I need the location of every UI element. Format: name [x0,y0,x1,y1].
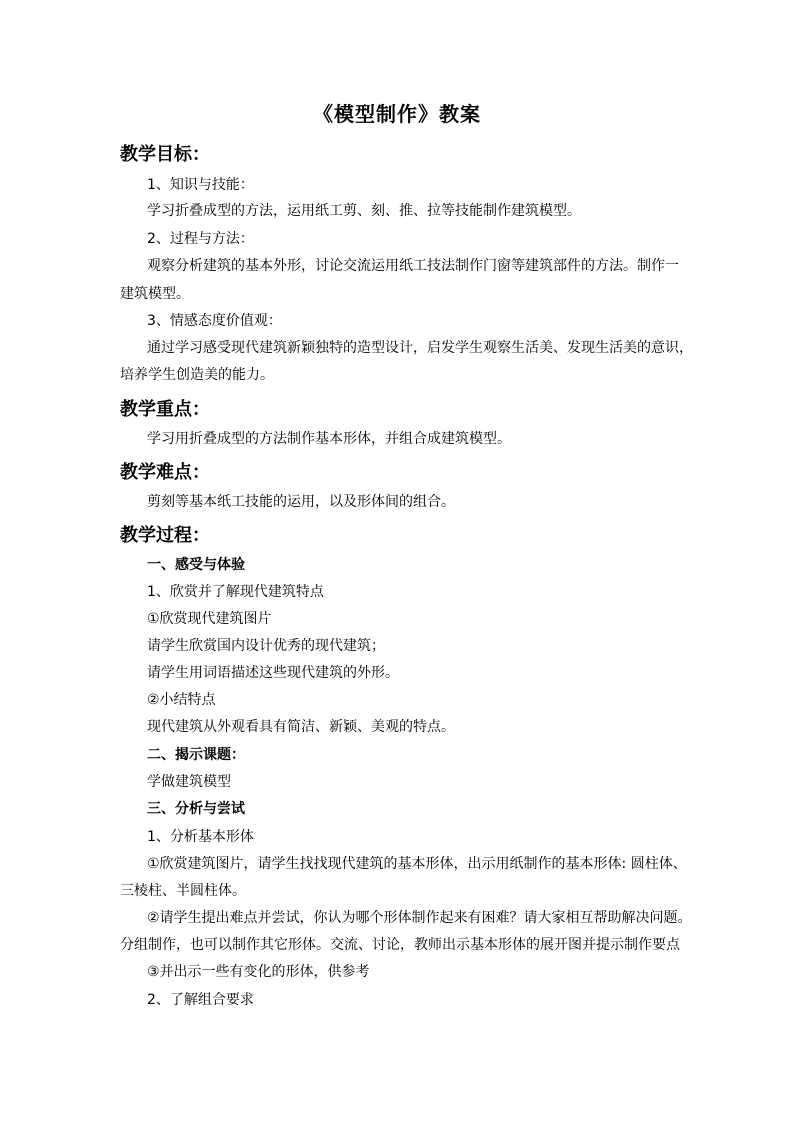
process-p1-line2: 请学生用词语描述这些现代建筑的外形。 [147,665,399,681]
goal-process-label: 2、过程与方法： [147,231,254,247]
process-p1-item1: 1、欣赏并了解现代建筑特点 [147,584,324,600]
process-p3-line2b: 分组制作，也可以制作其它形体。交流、讨论，教师出示基本形体的展开图并提示制作要点 [120,937,680,953]
heading-key-points: 教学重点： [120,399,210,420]
process-p1-item1b: ②小结特点 [147,692,216,708]
goal-emotion-text-2: 培养学生创造美的能力。 [120,367,274,383]
process-p1-line1: 请学生欣赏国内设计优秀的现代建筑； [147,638,385,654]
goal-knowledge-text: 学习折叠成型的方法，运用纸工剪、刻、推、拉等技能制作建筑模型。 [147,203,581,219]
key-points-text: 学习用折叠成型的方法制作基本形体，并组合成建筑模型。 [147,431,511,447]
heading-goals: 教学目标： [120,144,210,165]
process-p3-line2a: ②请学生提出难点并尝试，你认为哪个形体制作起来有困难？请大家相互帮助解决问题。 [147,910,692,926]
process-part2-text: 学做建筑模型 [147,774,231,790]
goal-emotion-label: 3、情感态度价值观： [147,313,282,329]
goal-process-text-2: 建筑模型。 [120,286,190,302]
process-p1-line3: 现代建筑从外观看具有简洁、新颖、美观的特点。 [147,719,455,735]
process-part3-title: 三、分析与尝试 [147,801,245,817]
heading-difficulty: 教学难点： [120,462,210,483]
heading-process: 教学过程： [120,525,210,546]
process-p3-item2: 2、了解组合要求 [147,992,254,1008]
goal-process-text-1: 观察分析建筑的基本外形，讨论交流运用纸工技法制作门窗等建筑部件的方法。制作一 [147,258,679,274]
process-p3-line1b: 三棱柱、半圆柱体。 [120,883,246,899]
document-title: 《模型制作》教案 [313,102,481,126]
process-part2-title: 二、揭示课题： [147,747,245,763]
process-part1-title: 一、感受与体验 [147,557,245,573]
process-p3-line1a: ①欣赏建筑图片，请学生找找现代建筑的基本形体，出示用纸制作的基本形体: 圆柱体、 [147,856,687,872]
difficulty-text: 剪刻等基本纸工技能的运用，以及形体间的组合。 [147,494,455,510]
goal-knowledge-label: 1、知识与技能： [147,177,254,193]
goal-emotion-text-1: 通过学习感受现代建筑新颖独特的造型设计，启发学生观察生活美、发现生活美的意识， [147,340,693,356]
process-p3-line3: ③并出示一些有变化的形体，供参考 [147,964,370,980]
process-p3-item1: 1、分析基本形体 [147,829,254,845]
process-p1-item1a: ①欣赏现代建筑图片 [147,611,272,627]
